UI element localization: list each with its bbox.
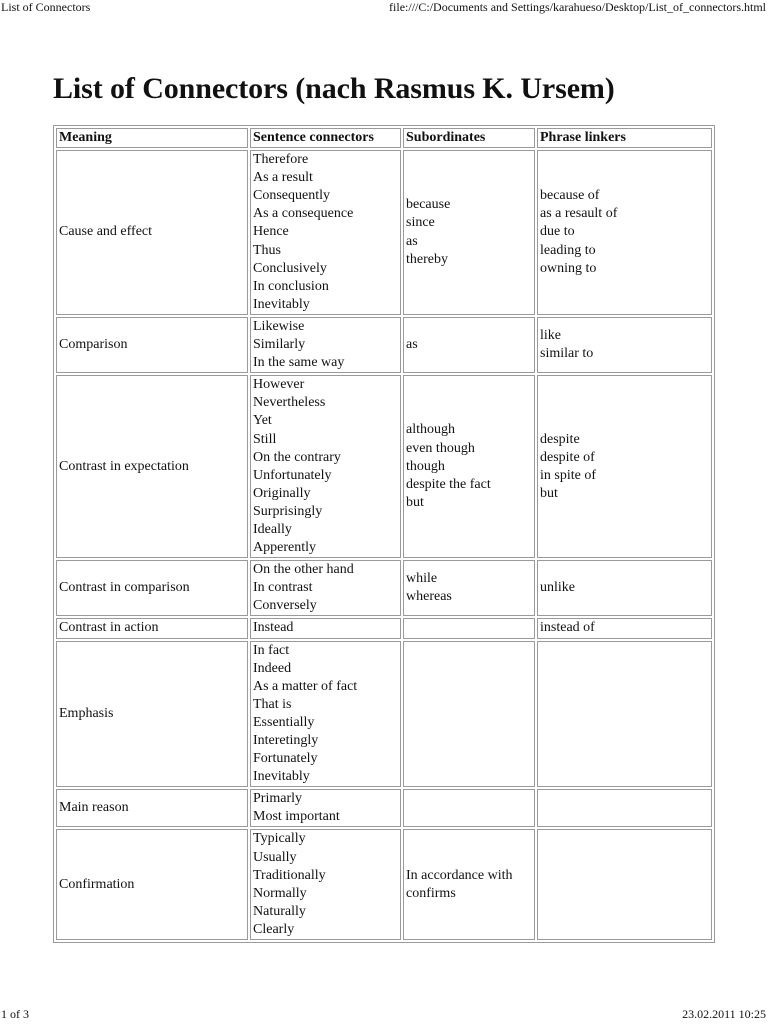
connectors-table (53, 125, 715, 943)
cell-line: Conversely (253, 598, 317, 614)
page-title: List of Connectors (nach Rasmus K. Ursem) (53, 72, 615, 105)
phrase-linkers-cell (537, 560, 712, 616)
cell-line: In fact (253, 642, 290, 658)
cell-line: Originally (253, 485, 311, 501)
cell-line: since (406, 215, 435, 231)
table-row (56, 641, 712, 788)
table-row (56, 789, 712, 827)
cell-line: leading to (540, 242, 596, 258)
print-footer (0, 1006, 768, 1024)
meaning-cell: Main reason (56, 789, 248, 827)
subordinates-cell (403, 829, 535, 940)
subordinates-cell (403, 375, 535, 558)
cell-line: confirms (406, 885, 456, 901)
cell-line: Still (253, 431, 277, 447)
meaning-cell: Contrast in expectation (56, 375, 248, 558)
subordinates-cell (403, 789, 535, 827)
cell-line: despite the fact (406, 476, 491, 492)
cell-line: That is (253, 696, 292, 712)
cell-line: Conclusively (253, 260, 327, 276)
cell-line: while (406, 571, 438, 587)
cell-line: because of (540, 188, 600, 204)
cell-line: Primarly (253, 791, 302, 807)
cell-line: though (406, 458, 445, 474)
cell-line: instead of (540, 620, 595, 636)
subordinates-cell (403, 641, 535, 788)
subordinates-cell (403, 317, 535, 373)
cell-line: However (253, 377, 305, 393)
cell-line: even though (406, 440, 475, 456)
cell-line: Instead (253, 620, 294, 636)
cell-line: As a consequence (253, 206, 354, 222)
sentence-connectors-cell (250, 829, 401, 940)
subordinates-cell (403, 618, 535, 638)
subordinates-cell (403, 150, 535, 315)
cell-line: On the other hand (253, 562, 354, 578)
meaning-cell: Emphasis (56, 641, 248, 788)
phrase-linkers-cell (537, 641, 712, 788)
sentence-connectors-cell (250, 560, 401, 616)
cell-line: On the contrary (253, 449, 341, 465)
cell-line: Consequently (253, 188, 330, 204)
phrase-linkers-cell (537, 150, 712, 315)
sentence-connectors-cell (250, 375, 401, 558)
cell-line: Inevitably (253, 769, 310, 785)
cell-line: but (540, 485, 558, 501)
cell-line: Apperently (253, 540, 316, 556)
table-row (56, 375, 712, 558)
cell-line: Naturally (253, 903, 306, 919)
cell-line: Fortunately (253, 751, 318, 767)
cell-line: Inevitably (253, 296, 310, 312)
cell-line: Unfortunately (253, 467, 332, 483)
cell-line: Similarly (253, 337, 306, 353)
meaning-cell: Confirmation (56, 829, 248, 940)
cell-line: Interetingly (253, 733, 319, 748)
cell-line: In accordance with (406, 867, 513, 883)
cell-line: Clearly (253, 921, 295, 937)
column-header-subordinates: Subordinates (403, 128, 535, 148)
cell-line: Yet (253, 413, 272, 429)
page-count: 1 of 3 (1, 1007, 29, 1021)
cell-line: due to (540, 224, 575, 240)
cell-line: Essentially (253, 714, 315, 730)
table-row (56, 150, 712, 315)
table-row (56, 829, 712, 940)
cell-line: as (406, 233, 418, 249)
subordinates-cell (403, 560, 535, 616)
cell-line: but (406, 494, 424, 510)
cell-line: like (540, 327, 561, 343)
cell-line: Indeed (253, 660, 292, 676)
sentence-connectors-cell (250, 641, 401, 788)
sentence-connectors-cell (250, 618, 401, 638)
table-row (56, 618, 712, 638)
table-header-row (56, 128, 712, 148)
cell-line: despite (540, 431, 580, 447)
cell-line: although (406, 422, 455, 438)
cell-line: Traditionally (253, 867, 326, 883)
cell-line: unlike (540, 580, 575, 596)
meaning-cell: Contrast in action (56, 618, 248, 638)
phrase-linkers-cell (537, 618, 712, 638)
phrase-linkers-cell (537, 829, 712, 940)
table-row (56, 560, 712, 616)
column-header-phrase-linkers: Phrase linkers (537, 128, 712, 148)
cell-line: Surprisingly (253, 503, 323, 519)
cell-line: whereas (406, 589, 452, 605)
sentence-connectors-cell (250, 150, 401, 315)
cell-line: Usually (253, 849, 297, 865)
cell-line: owning to (540, 260, 597, 276)
cell-line: Most important (253, 809, 340, 825)
sentence-connectors-cell (250, 789, 401, 827)
cell-line: in spite of (540, 467, 596, 483)
table-body (56, 150, 712, 940)
meaning-cell: Comparison (56, 317, 248, 373)
column-header-sentence-connectors: Sentence connectors (250, 128, 401, 148)
cell-line: despite of (540, 449, 595, 465)
cell-line: Nevertheless (253, 395, 326, 411)
cell-line: Therefore (253, 152, 309, 168)
cell-line: As a result (253, 170, 313, 186)
cell-line: because (406, 197, 451, 213)
phrase-linkers-cell (537, 789, 712, 827)
meaning-cell: Cause and effect (56, 150, 248, 315)
print-page-title: List of Connectors (1, 0, 91, 14)
meaning-cell: Contrast in comparison (56, 560, 248, 616)
cell-line: Thus (253, 242, 281, 258)
cell-line: Normally (253, 885, 307, 901)
cell-line: Likewise (253, 318, 305, 334)
phrase-linkers-cell (537, 317, 712, 373)
cell-line: In contrast (253, 580, 313, 596)
cell-line: Typically (253, 831, 306, 847)
cell-line: similar to (540, 346, 594, 362)
phrase-linkers-cell (537, 375, 712, 558)
cell-line: In conclusion (253, 278, 329, 294)
print-file-path: file:///C:/Documents and Settings/karahueso/Desktop/List_of_connectors.html (389, 0, 766, 14)
print-header (0, 0, 768, 16)
cell-line: As a matter of fact (253, 678, 358, 694)
print-datetime: 23.02.2011 10:25 (682, 1007, 766, 1021)
sentence-connectors-cell (250, 317, 401, 373)
cell-line: In the same way (253, 355, 345, 371)
cell-line: thereby (406, 251, 448, 267)
table-row (56, 317, 712, 373)
cell-line: Ideally (253, 521, 292, 537)
column-header-meaning: Meaning (56, 128, 248, 148)
cell-line: as (406, 337, 418, 353)
cell-line: Hence (253, 224, 289, 240)
cell-line: as a resault of (540, 206, 618, 222)
